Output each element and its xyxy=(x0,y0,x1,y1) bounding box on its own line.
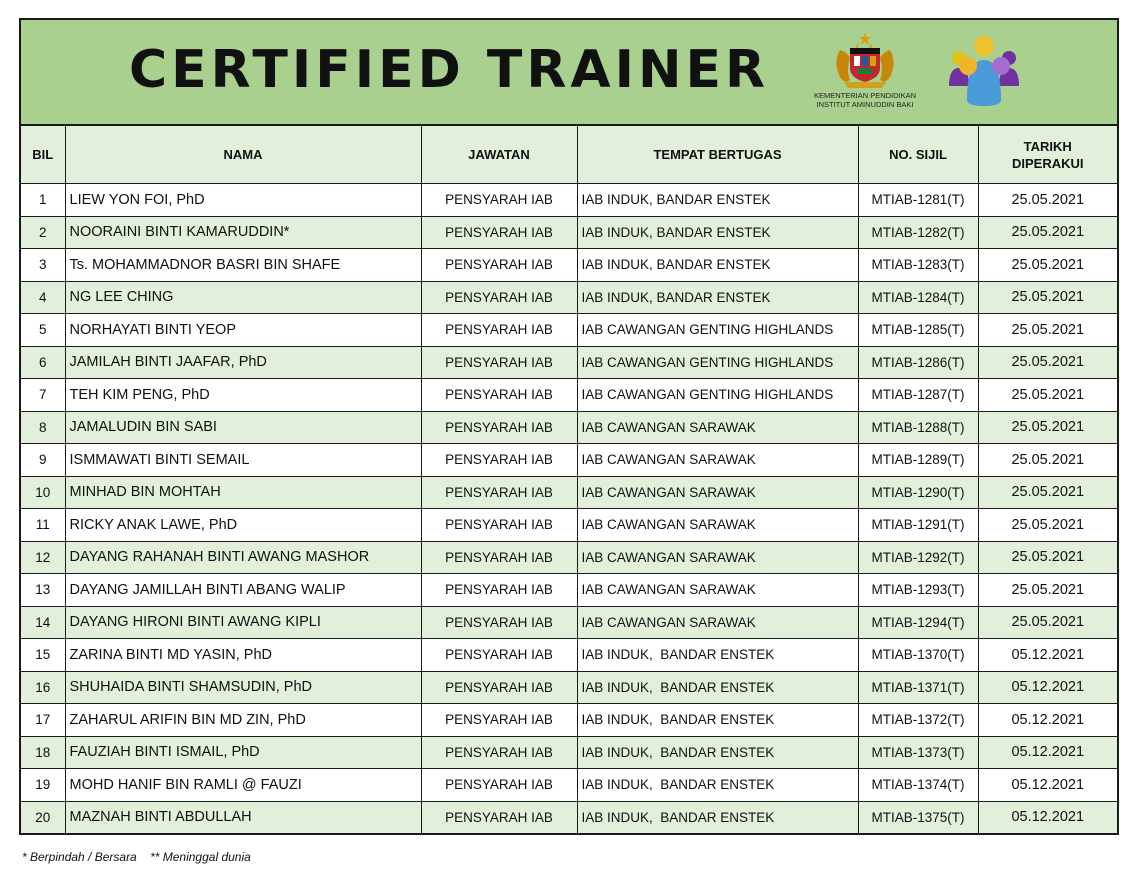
cell-nama: FAUZIAH BINTI ISMAIL, PhD xyxy=(65,736,421,769)
logo-text-ministry: KEMENTERIAN PENDIDIKAN xyxy=(813,91,917,100)
cell-bil: 8 xyxy=(21,411,65,444)
cell-jawatan: PENSYARAH IAB xyxy=(421,769,577,802)
cell-tempat-bertugas: IAB CAWANGAN SARAWAK xyxy=(577,606,858,639)
cell-tarikh-diperakui: 05.12.2021 xyxy=(978,639,1117,672)
table-row xyxy=(21,606,1117,639)
cell-nama: MAZNAH BINTI ABDULLAH xyxy=(65,801,421,833)
cell-nama: NOORAINI BINTI KAMARUDDIN* xyxy=(65,216,421,249)
cell-no-sijil: MTIAB-1293(T) xyxy=(858,574,978,607)
cell-nama: MOHD HANIF BIN RAMLI @ FAUZI xyxy=(65,769,421,802)
cell-jawatan: PENSYARAH IAB xyxy=(421,476,577,509)
cell-jawatan: PENSYARAH IAB xyxy=(421,671,577,704)
column-header-tarikh-diperakui: TARIKH DIPERAKUI xyxy=(978,126,1117,184)
cell-jawatan: PENSYARAH IAB xyxy=(421,411,577,444)
table-header-row xyxy=(21,126,1117,184)
cell-tarikh-diperakui: 05.12.2021 xyxy=(978,736,1117,769)
ministry-logo xyxy=(809,30,921,109)
column-header-no-sijil: NO. SIJIL xyxy=(858,126,978,184)
cell-no-sijil: MTIAB-1294(T) xyxy=(858,606,978,639)
cell-nama: DAYANG HIRONI BINTI AWANG KIPLI xyxy=(65,606,421,639)
table-row xyxy=(21,249,1117,282)
table-row xyxy=(21,379,1117,412)
cell-tarikh-diperakui: 25.05.2021 xyxy=(978,249,1117,282)
cell-no-sijil: MTIAB-1375(T) xyxy=(858,801,978,833)
cell-nama: ZAHARUL ARIFIN BIN MD ZIN, PhD xyxy=(65,704,421,737)
cell-jawatan: PENSYARAH IAB xyxy=(421,216,577,249)
column-header-nama: NAMA xyxy=(65,126,421,184)
logo-text-institute: INSTITUT AMINUDDIN BAKI xyxy=(816,99,914,109)
table-row xyxy=(21,216,1117,249)
cell-bil: 15 xyxy=(21,639,65,672)
cell-nama: NG LEE CHING xyxy=(65,281,421,314)
cell-tempat-bertugas: IAB INDUK, BANDAR ENSTEK xyxy=(577,801,858,833)
cell-tempat-bertugas: IAB CAWANGAN GENTING HIGHLANDS xyxy=(577,314,858,347)
table-row xyxy=(21,509,1117,542)
cell-bil: 3 xyxy=(21,249,65,282)
cell-bil: 6 xyxy=(21,346,65,379)
cell-jawatan: PENSYARAH IAB xyxy=(421,184,577,217)
cell-jawatan: PENSYARAH IAB xyxy=(421,639,577,672)
cell-no-sijil: MTIAB-1290(T) xyxy=(858,476,978,509)
cell-tempat-bertugas: IAB INDUK, BANDAR ENSTEK xyxy=(577,216,858,249)
cell-no-sijil: MTIAB-1289(T) xyxy=(858,444,978,477)
cell-tarikh-diperakui: 25.05.2021 xyxy=(978,314,1117,347)
cell-nama: JAMILAH BINTI JAAFAR, PhD xyxy=(65,346,421,379)
cell-nama: LIEW YON FOI, PhD xyxy=(65,184,421,217)
cell-tarikh-diperakui: 25.05.2021 xyxy=(978,574,1117,607)
table-row xyxy=(21,346,1117,379)
table-row xyxy=(21,639,1117,672)
cell-bil: 18 xyxy=(21,736,65,769)
cell-jawatan: PENSYARAH IAB xyxy=(421,444,577,477)
cell-bil: 20 xyxy=(21,801,65,833)
cell-no-sijil: MTIAB-1281(T) xyxy=(858,184,978,217)
cell-tarikh-diperakui: 05.12.2021 xyxy=(978,801,1117,833)
cell-jawatan: PENSYARAH IAB xyxy=(421,379,577,412)
table-row xyxy=(21,736,1117,769)
cell-bil: 19 xyxy=(21,769,65,802)
cell-tarikh-diperakui: 05.12.2021 xyxy=(978,769,1117,802)
cell-tempat-bertugas: IAB CAWANGAN SARAWAK xyxy=(577,476,858,509)
cell-bil: 11 xyxy=(21,509,65,542)
cell-no-sijil: MTIAB-1287(T) xyxy=(858,379,978,412)
table-row xyxy=(21,411,1117,444)
trainer-table xyxy=(21,126,1117,833)
table-row xyxy=(21,574,1117,607)
cell-tarikh-diperakui: 25.05.2021 xyxy=(978,509,1117,542)
cell-bil: 9 xyxy=(21,444,65,477)
cell-tempat-bertugas: IAB INDUK, BANDAR ENSTEK xyxy=(577,639,858,672)
cell-nama: SHUHAIDA BINTI SHAMSUDIN, PhD xyxy=(65,671,421,704)
table-row xyxy=(21,801,1117,833)
cell-jawatan: PENSYARAH IAB xyxy=(421,541,577,574)
cell-tarikh-diperakui: 25.05.2021 xyxy=(978,346,1117,379)
cell-nama: NORHAYATI BINTI YEOP xyxy=(65,314,421,347)
cell-tempat-bertugas: IAB INDUK, BANDAR ENSTEK xyxy=(577,184,858,217)
table-row xyxy=(21,769,1117,802)
cell-bil: 14 xyxy=(21,606,65,639)
cell-no-sijil: MTIAB-1288(T) xyxy=(858,411,978,444)
cell-tempat-bertugas: IAB CAWANGAN GENTING HIGHLANDS xyxy=(577,379,858,412)
cell-bil: 5 xyxy=(21,314,65,347)
cell-jawatan: PENSYARAH IAB xyxy=(421,574,577,607)
cell-jawatan: PENSYARAH IAB xyxy=(421,606,577,639)
cell-tempat-bertugas: IAB CAWANGAN SARAWAK xyxy=(577,411,858,444)
cell-no-sijil: MTIAB-1373(T) xyxy=(858,736,978,769)
cell-jawatan: PENSYARAH IAB xyxy=(421,736,577,769)
cell-tarikh-diperakui: 25.05.2021 xyxy=(978,411,1117,444)
cell-bil: 13 xyxy=(21,574,65,607)
cell-bil: 16 xyxy=(21,671,65,704)
cell-no-sijil: MTIAB-1292(T) xyxy=(858,541,978,574)
cell-no-sijil: MTIAB-1285(T) xyxy=(858,314,978,347)
cell-no-sijil: MTIAB-1286(T) xyxy=(858,346,978,379)
cell-no-sijil: MTIAB-1291(T) xyxy=(858,509,978,542)
cell-bil: 7 xyxy=(21,379,65,412)
crest-icon xyxy=(830,30,900,92)
cell-no-sijil: MTIAB-1284(T) xyxy=(858,281,978,314)
cell-no-sijil: MTIAB-1374(T) xyxy=(858,769,978,802)
page-title: CERTIFIED TRAINER xyxy=(129,40,770,100)
table-row xyxy=(21,476,1117,509)
cell-nama: ISMMAWATI BINTI SEMAIL xyxy=(65,444,421,477)
cell-jawatan: PENSYARAH IAB xyxy=(421,509,577,542)
cell-bil: 1 xyxy=(21,184,65,217)
cell-nama: MINHAD BIN MOHTAH xyxy=(65,476,421,509)
cell-no-sijil: MTIAB-1282(T) xyxy=(858,216,978,249)
column-header-tempat-bertugas: TEMPAT BERTUGAS xyxy=(577,126,858,184)
cell-tempat-bertugas: IAB INDUK, BANDAR ENSTEK xyxy=(577,249,858,282)
cell-no-sijil: MTIAB-1370(T) xyxy=(858,639,978,672)
cell-tempat-bertugas: IAB CAWANGAN SARAWAK xyxy=(577,541,858,574)
cell-nama: DAYANG RAHANAH BINTI AWANG MASHOR xyxy=(65,541,421,574)
cell-tarikh-diperakui: 25.05.2021 xyxy=(978,606,1117,639)
table-row xyxy=(21,541,1117,574)
cell-nama: ZARINA BINTI MD YASIN, PhD xyxy=(65,639,421,672)
cell-tempat-bertugas: IAB CAWANGAN SARAWAK xyxy=(577,444,858,477)
cell-tempat-bertugas: IAB CAWANGAN SARAWAK xyxy=(577,574,858,607)
trainer-table-body xyxy=(21,184,1117,834)
table-row xyxy=(21,184,1117,217)
cell-bil: 10 xyxy=(21,476,65,509)
cell-tarikh-diperakui: 25.05.2021 xyxy=(978,281,1117,314)
cell-tarikh-diperakui: 25.05.2021 xyxy=(978,184,1117,217)
header-banner xyxy=(21,20,1117,126)
cell-jawatan: PENSYARAH IAB xyxy=(421,281,577,314)
cell-nama: RICKY ANAK LAWE, PhD xyxy=(65,509,421,542)
cell-tempat-bertugas: IAB INDUK, BANDAR ENSTEK xyxy=(577,671,858,704)
table-row xyxy=(21,444,1117,477)
cell-jawatan: PENSYARAH IAB xyxy=(421,801,577,833)
cell-nama: DAYANG JAMILLAH BINTI ABANG WALIP xyxy=(65,574,421,607)
column-header-bil: BIL xyxy=(21,126,65,184)
cell-jawatan: PENSYARAH IAB xyxy=(421,704,577,737)
cell-bil: 17 xyxy=(21,704,65,737)
cell-tarikh-diperakui: 25.05.2021 xyxy=(978,379,1117,412)
cell-tempat-bertugas: IAB CAWANGAN GENTING HIGHLANDS xyxy=(577,346,858,379)
certified-trainer-sheet xyxy=(19,18,1119,835)
cell-tempat-bertugas: IAB INDUK, BANDAR ENSTEK xyxy=(577,736,858,769)
cell-no-sijil: MTIAB-1283(T) xyxy=(858,249,978,282)
cell-tarikh-diperakui: 05.12.2021 xyxy=(978,671,1117,704)
people-group-icon xyxy=(947,36,1021,108)
cell-jawatan: PENSYARAH IAB xyxy=(421,314,577,347)
cell-bil: 2 xyxy=(21,216,65,249)
footnote: * Berpindah / Bersara ** Meninggal dunia xyxy=(22,850,251,864)
cell-tempat-bertugas: IAB INDUK, BANDAR ENSTEK xyxy=(577,769,858,802)
cell-bil: 12 xyxy=(21,541,65,574)
table-row xyxy=(21,314,1117,347)
cell-tempat-bertugas: IAB INDUK, BANDAR ENSTEK xyxy=(577,281,858,314)
cell-tempat-bertugas: IAB CAWANGAN SARAWAK xyxy=(577,509,858,542)
cell-bil: 4 xyxy=(21,281,65,314)
cell-nama: Ts. MOHAMMADNOR BASRI BIN SHAFE xyxy=(65,249,421,282)
cell-tarikh-diperakui: 25.05.2021 xyxy=(978,444,1117,477)
cell-jawatan: PENSYARAH IAB xyxy=(421,249,577,282)
cell-no-sijil: MTIAB-1372(T) xyxy=(858,704,978,737)
cell-tarikh-diperakui: 25.05.2021 xyxy=(978,476,1117,509)
cell-tarikh-diperakui: 25.05.2021 xyxy=(978,541,1117,574)
column-header-jawatan: JAWATAN xyxy=(421,126,577,184)
cell-no-sijil: MTIAB-1371(T) xyxy=(858,671,978,704)
cell-jawatan: PENSYARAH IAB xyxy=(421,346,577,379)
cell-nama: JAMALUDIN BIN SABI xyxy=(65,411,421,444)
cell-tarikh-diperakui: 25.05.2021 xyxy=(978,216,1117,249)
table-row xyxy=(21,704,1117,737)
cell-tempat-bertugas: IAB INDUK, BANDAR ENSTEK xyxy=(577,704,858,737)
cell-nama: TEH KIM PENG, PhD xyxy=(65,379,421,412)
cell-tarikh-diperakui: 05.12.2021 xyxy=(978,704,1117,737)
table-row xyxy=(21,671,1117,704)
table-row xyxy=(21,281,1117,314)
